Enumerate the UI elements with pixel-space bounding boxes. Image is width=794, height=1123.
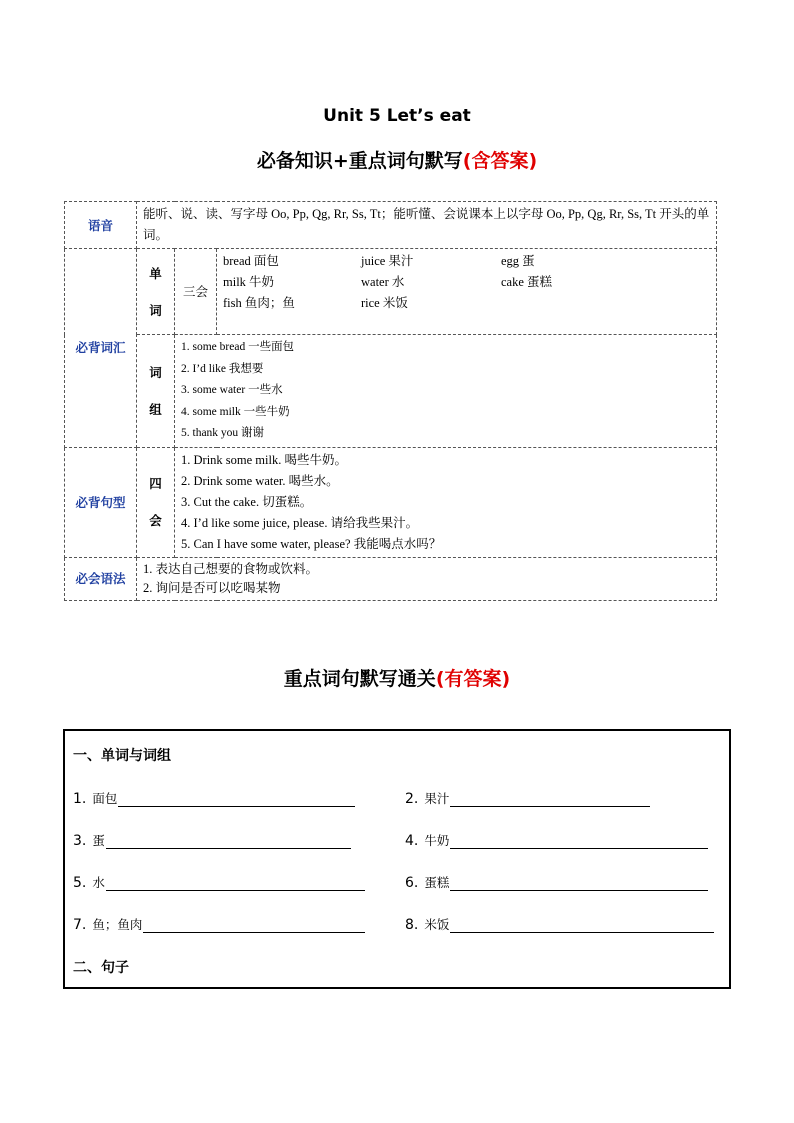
phrases-vertical-label: 词 组 [137,335,175,448]
answer-blank[interactable] [450,918,714,933]
knowledge-table [64,201,717,601]
words-list [217,249,717,335]
answer-blank[interactable] [143,918,365,933]
sentences-label: 必背句型 [65,447,137,557]
page-subtitle [0,146,794,173]
answer-blank[interactable] [106,834,351,849]
exercise-item: 7. 鱼；鱼肉 [73,913,365,933]
answer-blank[interactable] [450,792,650,807]
phrases-list: 1. some bread 一些面包 2. I’d like 我想要 3. some water 一些水 4. some milk 一些牛奶 5. thank you 谢谢 [175,335,717,448]
exercise-item: 8. 米饭 [405,913,714,933]
exercise-item: 4. 牛奶 [405,829,708,849]
answer-blank[interactable] [106,876,365,891]
vocab-words-row [65,249,717,335]
phonics-row [65,202,717,249]
exercise-box [63,729,731,989]
subtitle-highlight: (含答案) [462,150,538,172]
answer-blank[interactable] [450,834,708,849]
phonics-content: 能听、说、读、写字母 Oo, Pp, Qg, Rr, Ss, Tt；能听懂、会说课本上以字母 Oo, Pp, Qg, Rr, Ss, Tt 开头的单词。 [137,202,717,249]
vocabulary-label: 必背词汇 [65,249,137,448]
word-row: fish 鱼肉；鱼 rice 米饭 [223,296,408,310]
vocab-phrases-row [65,335,717,448]
exercise-item: 2. 果汁 [405,787,650,807]
grammar-row [65,557,717,600]
word-row: milk 牛奶 water 水 cake 蛋糕 [223,275,553,289]
answer-blank[interactable] [450,876,708,891]
section-heading-words: 一、单词与词组 [73,748,171,764]
exercise-item: 1. 面包 [73,787,355,807]
grammar-list: 1. 表达自己想要的食物或饮料。 2. 询问是否可以吃喝某物 [137,557,717,600]
exercise-title-main: 重点词句默写通关 [283,668,436,690]
sentences-row [65,447,717,557]
subtitle-main: 必备知识+重点词句默写 [256,150,463,172]
answer-blank[interactable] [118,792,355,807]
exercise-title [0,664,794,691]
word-row: bread 面包 juice 果汁 egg 蛋 [223,254,535,268]
exercise-item: 5. 水 [73,871,365,891]
sentences-list: 1. Drink some milk. 喝些牛奶。 2. Drink some water. 喝些水。 3. Cut the cake. 切蛋糕。 4. I’d like some juice, please. 请给我些果汁。 5. Can I have some water, please? 我能喝点水吗？ [175,447,717,557]
vocab-level: 三会 [175,249,217,335]
exercise-item: 6. 蛋糕 [405,871,708,891]
unit-title: Unit 5 Let’s eat [323,106,471,126]
words-vertical-label: 单 词 [137,249,175,335]
grammar-label: 必会语法 [65,557,137,600]
sentences-vertical-label: 四 会 [137,447,175,557]
exercise-item: 3. 蛋 [73,829,351,849]
exercise-title-highlight: (有答案) [435,668,511,690]
section-heading-sentences: 二、句子 [73,960,129,976]
phonics-label: 语音 [65,202,137,249]
